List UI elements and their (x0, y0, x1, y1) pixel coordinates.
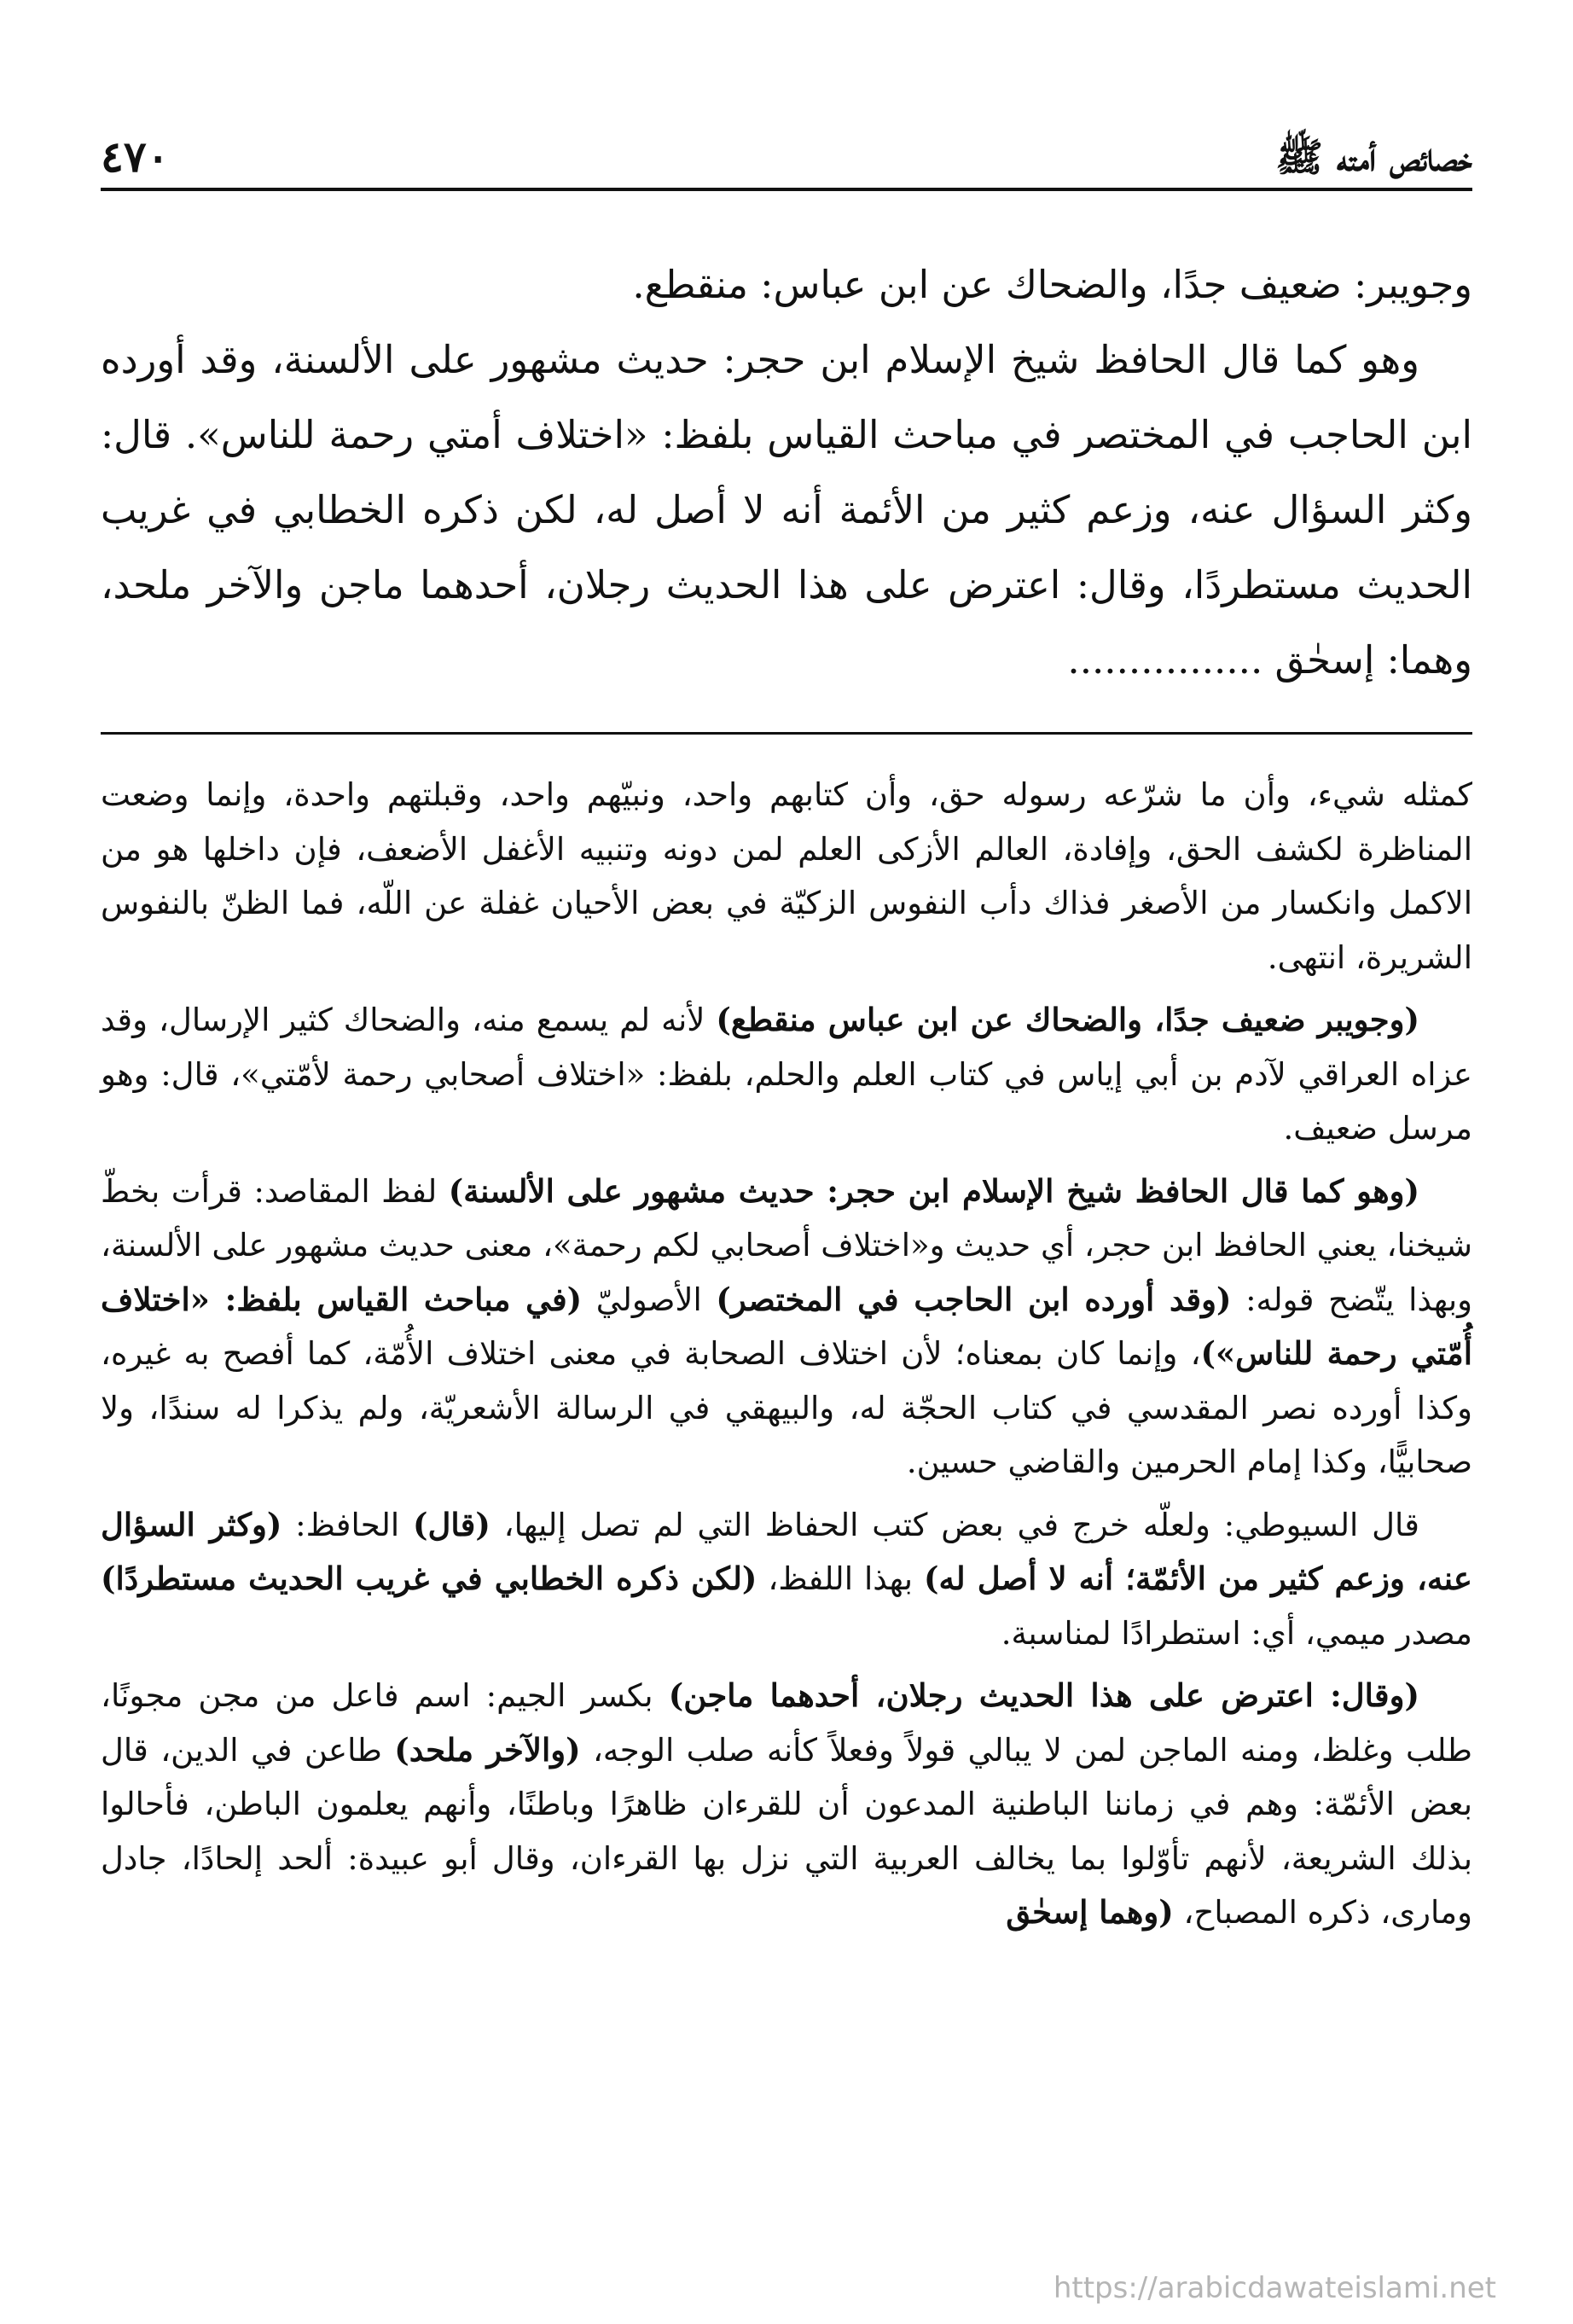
page-number: ٤٧٠ (101, 131, 170, 182)
quoted-matn: (وجويبر ضعيف جدًا، والضحاك عن ابن عباس منقطع) (716, 1001, 1419, 1038)
footnote-divider (101, 732, 1472, 735)
quoted-matn: (لكن ذكره الخطابي في غريب الحديث مستطردًا) (101, 1560, 757, 1597)
page-header (101, 128, 1472, 191)
commentary-text: طاعن في الدين، قال بعض الأئمّة: وهم في زماننا الباطنية المدعون أن للقرءان ظاهرًا وباطنًا، وأنهم يعلمون الباطن، فأحالوا بذلك الشريعة، لأنهم تأوّلوا بما يخالف العربية التي نزل بها القرءان، وقال أبو عبيدة: ألحد إلحادًا، جادل ومارى، ذكره المصباح، (101, 1731, 1472, 1931)
commentary-text: ، وإنما كان بمعناه؛ لأن اختلاف الصحابة في معنى اختلاف الأُمّة، كما أفصح به غيره، وكذا أورده نصر المقدسي في كتاب الحجّة له، والبيهقي في الرسالة الأشعريّة، ولم يذكرا له سندًا، ولا صحابيًّا، وكذا إمام الحرمين والقاضي حسين. (101, 1335, 1472, 1480)
commentary-text: لأنه لم يسمع منه، والضحاك كثير الإرسال، وقد عزاه العراقي لآدم بن أبي إياس في كتاب العلم والحلم، بلفظ: «اختلاف أصحابي رحمة لأمّتي»، قال: وهو مرسل ضعيف. (101, 1002, 1472, 1147)
commentary-paragraph: كمثله شيء، وأن ما شرّعه رسوله حق، وأن كتابهم واحد، ونبيّهم واحد، وقبلتهم واحدة، وإنما وضعت المناظرة لكشف الحق، وإفادة، العالم الأزكى العلم لمن دونه وتنبيه الأغفل الأضعف، فإن داخلها هو من الاكمل وانكسار من الأصغر فذاك دأب النفوس الزكيّة في بعض الأحيان غفلة عن اللّه، فما الظنّ بالنفوس الشريرة، انتهى. (101, 776, 1472, 976)
commentary (101, 768, 1472, 1940)
quoted-matn: (وهما إسحٰق (1006, 1893, 1174, 1931)
quoted-matn: (وقد أورده ابن الحاجب في المختصر) (716, 1280, 1232, 1318)
main-text (101, 247, 1472, 698)
quoted-matn: (قال) (413, 1505, 490, 1543)
commentary-text: الأصوليّ (582, 1281, 717, 1318)
running-title: خصائص أمته ﷺ (1275, 134, 1472, 180)
commentary-text: لفظ المقاصد: قرأت بخطّ شيخنا، يعني الحافظ ابن حجر، أي حديث و«اختلاف أصحابي لكم رحمة»، معنى حديث مشهور على الألسنة، وبهذا يتّضح قوله: (101, 1172, 1473, 1318)
commentary-text: مصدر ميمي، أي: استطرادًا لمناسبة. (1001, 1614, 1472, 1652)
website-watermark: https://arabicdawateislami.net (1053, 2271, 1496, 2305)
main-paragraph: وجويبر: ضعيف جدًا، والضحاك عن ابن عباس: منقطع. (632, 262, 1472, 307)
commentary-text: قال السيوطي: ولعلّه خرج في بعض كتب الحفاظ التي لم تصل إليها، (490, 1506, 1419, 1543)
commentary-text: الحافظ: (282, 1506, 413, 1543)
quoted-matn: (وكثر السؤال عنه، وزعم كثير من الأئمّة؛ أنه لا أصل له) (101, 1505, 1473, 1597)
quoted-matn: (في مباحث القياس بلفظ: «اختلاف أُمّتي رحمة للناس») (101, 1280, 1472, 1372)
commentary-text: بهذا اللفظ، (757, 1560, 924, 1597)
commentary-paragraph (101, 1669, 1472, 1940)
quoted-matn: (وهو كما قال الحافظ شيخ الإسلام ابن حجر: حديث مشهور على الألسنة) (448, 1171, 1419, 1210)
commentary-paragraph (101, 993, 1472, 1156)
main-paragraph: وهو كما قال الحافظ شيخ الإسلام ابن حجر: حديث مشهور على الألسنة، وقد أورده ابن الحاجب في المختصر في مباحث القياس بلفظ: «اختلاف أمتي رحمة للناس». قال: وكثر السؤال عنه، وزعم كثير من الأئمة أنه لا أصل له، لكن ذكره الخطابي في غريب الحديث مستطردًا، وقال: اعترض على هذا الحديث رجلان، أحدهما ماجن والآخر ملحد، وهما: إسحٰق ................ (101, 337, 1472, 683)
commentary-paragraph (101, 1498, 1472, 1661)
commentary-text: بكسر الجيم: اسم فاعل من مجن مجونًا، طلب وغلظ، ومنه الماجن لمن لا يبالي قولاً وفعلاً كأنه صلب الوجه، (101, 1677, 1473, 1769)
quoted-matn: (والآخر ملحد) (394, 1730, 581, 1769)
commentary-paragraph (101, 1165, 1472, 1490)
quoted-matn: (وقال: اعترض على هذا الحديث رجلان، أحدهما ماجن) (668, 1676, 1419, 1714)
